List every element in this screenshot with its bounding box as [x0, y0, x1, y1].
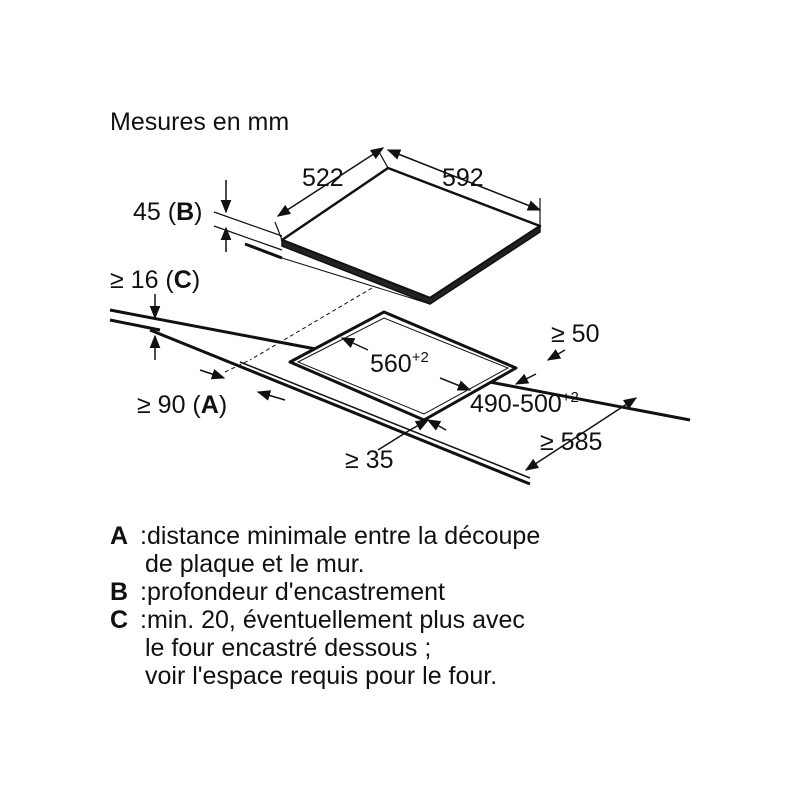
c-dimension-label: ≥ 16 (C) — [110, 266, 201, 294]
a-dimension-label: ≥ 90 (A) — [137, 391, 228, 419]
hob-base-edge — [245, 244, 282, 258]
legend-a-line-2: de plaque et le mur. — [145, 550, 365, 578]
hob-depth-label: 522 — [302, 164, 344, 192]
units-title: Mesures en mm — [110, 108, 290, 136]
legend-c-line-3: voir l'espace requis pour le four. — [145, 662, 498, 690]
worktop-depth-label: ≥ 585 — [540, 428, 603, 456]
cut-depth-ext — [428, 420, 446, 430]
front-clear-label: ≥ 35 — [345, 446, 394, 474]
legend-key-b: B — [110, 578, 129, 606]
a-arrow-right — [200, 370, 224, 378]
b-ext-top — [214, 212, 282, 236]
legend-a-line-1: :distance minimale entre la découpe — [140, 522, 541, 550]
a-arrow-left — [258, 392, 285, 400]
cut-depth-label: $490-500^{+2}$ — [470, 389, 579, 418]
hob-depth-ext-2 — [275, 222, 282, 240]
legend-b-line-1: :profondeur d'encastrement — [140, 578, 445, 606]
hob-depth-ext — [378, 150, 388, 168]
hob-width-label: 592 — [442, 164, 484, 192]
b-dimension-label: 45 (B) — [133, 198, 203, 226]
legend-key-a: A — [110, 522, 129, 550]
cut-depth-arrow-top — [516, 374, 536, 384]
legend — [110, 522, 540, 690]
cut-width-label: $560^{+2}$ — [370, 349, 429, 378]
legend-c-line-2: le four encastré dessous ; — [145, 634, 432, 662]
side-clear-arrow — [548, 350, 565, 360]
front-clear-arrow — [410, 420, 428, 430]
side-clear-label: ≥ 50 — [551, 320, 600, 348]
legend-c-line-1: :min. 20, éventuellement plus avec — [140, 606, 525, 634]
legend-key-c: C — [110, 606, 129, 634]
